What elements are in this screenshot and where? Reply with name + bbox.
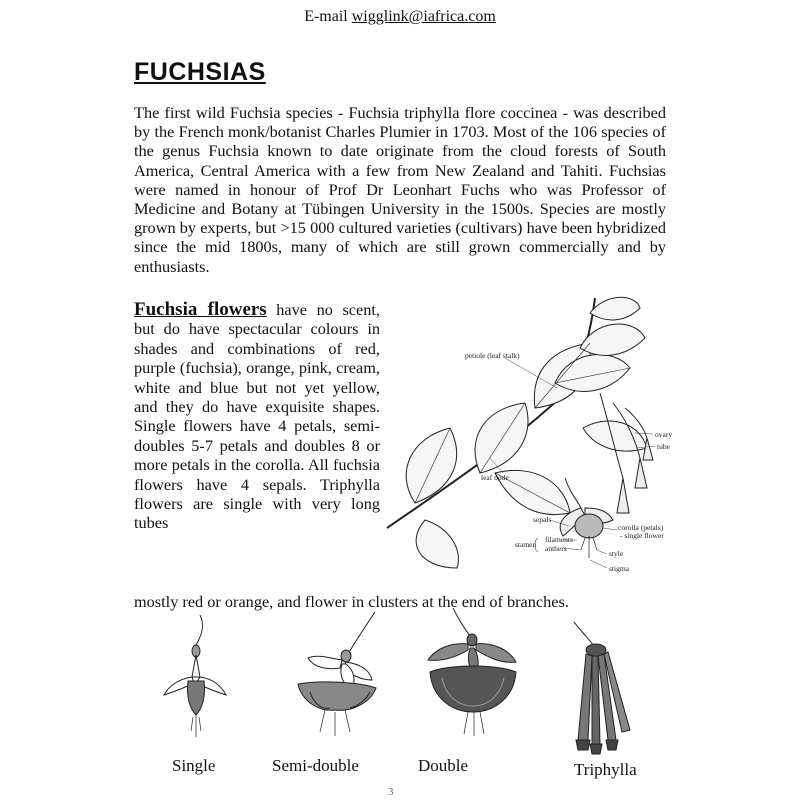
label-single-flower: - single flower xyxy=(620,531,664,540)
label-sepals: sepals xyxy=(533,515,552,524)
flowers-paragraph xyxy=(134,300,380,533)
caption-double: Double xyxy=(418,756,469,775)
label-petiole: petiole (leaf stalk) xyxy=(465,351,520,360)
label-leaf-node: leaf node xyxy=(481,473,509,482)
email-link[interactable]: wigglink@iafrica.com xyxy=(351,8,496,25)
email-label: E-mail xyxy=(304,8,348,25)
fuchsia-plant-diagram xyxy=(385,288,685,583)
single-flower-illustration xyxy=(160,615,230,755)
caption-semi-double: Semi-double xyxy=(272,756,359,775)
intro-paragraph: The first wild Fuchsia species - Fuchsia triphylla flore coccinea - was described by the French monk/botanist Charles Plumier in 1703. Most of the 106 species of the genus Fuchsia known to date originate from the cloud forests of South America, Central America with a few from New Zealand and Tahiti. Fuchsias were named in honour of Prof Dr Leonhart Fuchs who was Professor of Medicine and Botany at Tübingen University in the 1500s. Species are mostly grown by experts, but >15 000 cultured varieties (cultivars) have been hybridized since the mid 1800s, many of which are still grown commercially and by enthusiasts. xyxy=(134,103,666,276)
semi-double-flower-illustration xyxy=(280,612,390,752)
flowers-heading: Fuchsia flowers xyxy=(134,299,267,320)
caption-triphylla: Triphylla xyxy=(574,760,637,779)
label-style: style xyxy=(609,549,624,558)
caption-single: Single xyxy=(172,756,216,775)
label-anthers: anthers xyxy=(545,544,567,553)
label-tube: tube xyxy=(657,442,670,451)
label-ovary: ovary xyxy=(655,430,673,439)
label-corolla: corolla (petals) xyxy=(618,523,664,532)
label-stigma: stigma xyxy=(609,564,629,573)
flowers-paragraph-tail: mostly red or orange, and flower in clusters at the end of branches. xyxy=(134,592,569,611)
page-title: FUCHSIAS xyxy=(134,58,266,86)
page-number: 3 xyxy=(388,786,394,798)
label-stamen: stamen xyxy=(515,540,537,549)
email-line xyxy=(0,8,800,26)
flowers-body: have no scent, but do have spectacular colours in shades and combinations of red, purple (fuchsia), orange, pink, cream, white and blue but not yet yellow, and they do have exquisite shapes. Single flowers have 4 petals, semi-doubles 5-7 petals and doubles 8 or more petals in the corolla. All fuchsia flowers have 4 sepals. Triphylla flowers are single with very long tubes xyxy=(134,300,380,533)
triphylla-flower-illustration xyxy=(562,622,642,762)
double-flower-illustration xyxy=(418,608,528,748)
label-filaments: filaments xyxy=(545,535,573,544)
